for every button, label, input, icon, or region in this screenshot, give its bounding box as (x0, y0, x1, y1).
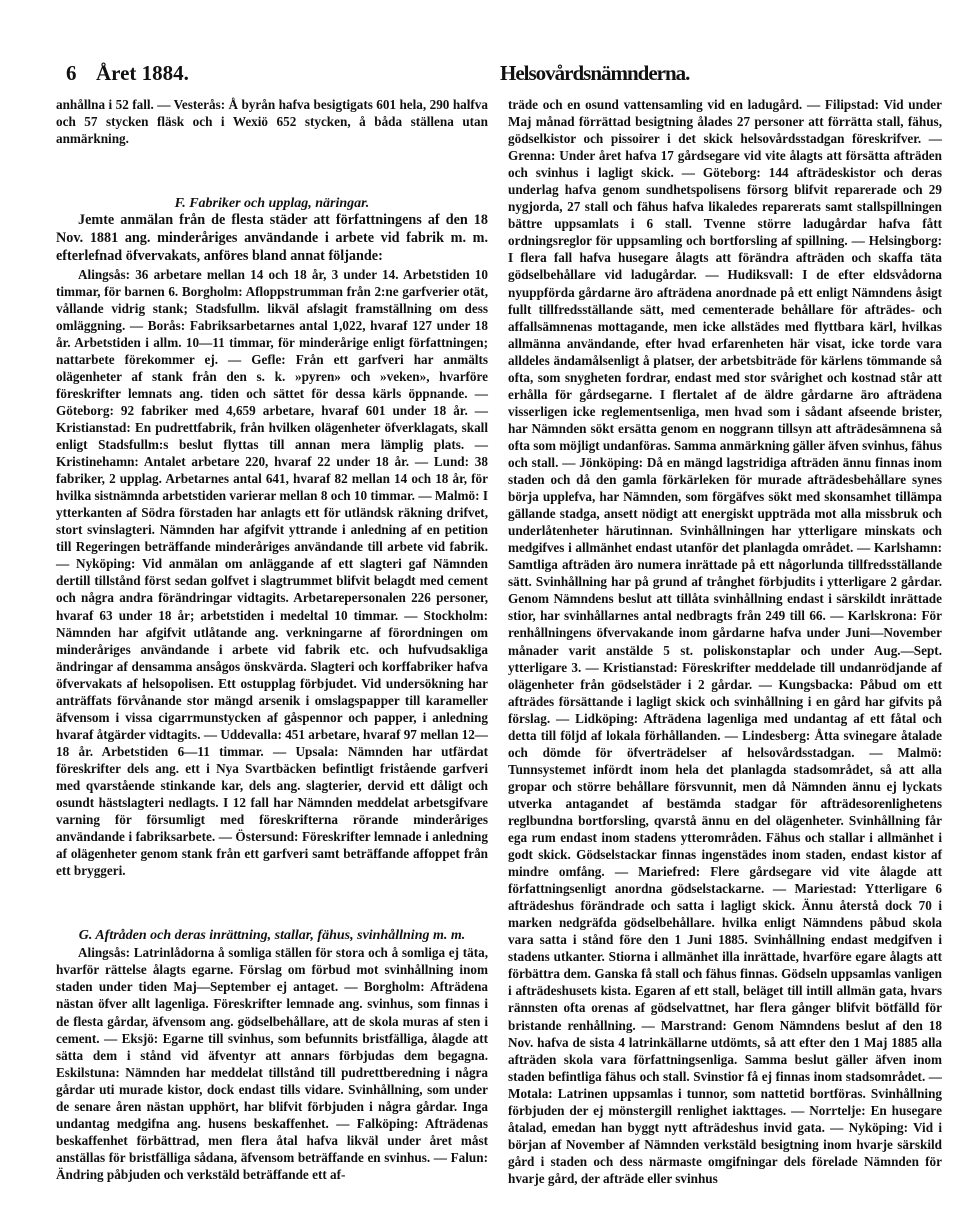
paragraph: Jemte anmälan från de flesta städer att författningens af den 18 Nov. 1881 ang. minderåriges användande i arbete vid fabrik m. m. efterlefnad öfvervakats, anföres bland annat följande: (56, 212, 488, 264)
section-heading-g: G. Aftråden och deras inrättning, stallar, fähus, svinhållning m. m. (78, 928, 466, 944)
page-header (66, 58, 950, 88)
left-column (56, 96, 488, 1183)
paragraph: Alingsås: 36 arbetare mellan 14 och 18 år, 3 under 14. Arbetstiden 10 timmar, för barnen 6. Borgholm: Afloppstrumman från 2:ne garfverier otät, vållande vidrig stank; Stadsfullm. likväl afslagit framställning om dess omläggning. — Borås: Fabriksarbetarnes antal 1,022, hvaraf 127 under 18 år. Arbetstiden i allm. 10—11 timmar, för minderårige enligt författningen; nattarbete förekommer ej. — Gefle: Från ett garfveri har anmälts olägenheter af stank från den s. k. »pyren» och »veken», hvarföre föreskrifter lemnats ang. tiden och sättet för dessa kärls öppnande. — Göteborg: 92 fabriker med 4,659 arbetare, hvaraf 601 under 18 år. — Kristianstad: En pudrettfabrik, från hvilken olägenheter öfverklagats, skall enligt Stadsfullm:s beslut flyttas till annan mera lämplig plats. — Kristinehamn: Antalet arbetare 220, hvaraf 22 under 18 år. — Lund: 38 fabriker, 2 upplag. Arbetarnes antal 641, hvaraf 82 mellan 14 och 18 år, för hvilka sistnämnda arbetstiden varierar mellan 8 och 10 timmar. — Malmö: I ytterkanten af Södra förstaden har anlagts ett för utländsk räkning drifvet, stort svinslagteri. Nämnden har afgifvit yttrande i anledning af en petition till Regeringen beträffande minderåriges användande till arbete vid fabrik. — Nyköping: Vid anmälan om anläggande af ett slagteri gaf Nämnden dertill tillstånd först sedan golfvet i slagtrummet blifvit belagdt med cement och några andra förändringar vidtagits. Arbetarepersonalen 226 personer, hvaraf 63 under 18 år; arbetstiden i medeltal 10 timmar. — Stockholm: Nämnden har afgifvit utlåtande ang. verkningarne af förordningen om minderåriges användande i arbete vid fabrik etc. och hufvudsakliga ändringar af densamma ansågos önskvärda. Slagteri och korffabriker hafva öfvervakats af helsopolisen. Ett ostupplag förbjudet. Vid undersökning har anträffats förvånande stor mängd arsenik i omslagspapper till karameller äfvensom i vissa cigarrmunstycken af gåspennor och papper, i anledning hvaraf åtgärder vidtagits. — Uddevalla: 451 arbetare, hvaraf 97 mellan 12—18 år. Arbetstiden 6—11 timmar. — Upsala: Nämnden har utfärdat föreskrifter dels ang. ett i Nya Svartbäcken befintligt fristående garfveri med qvarstående stinkande kar, dels ang. slagterier, dervid ett dåligt och osundt hästslagteri nedlagts. I 12 fall har Nämnden meddelat arbetsgifvare varning för försumligt med föreskrifterna rörande minderåriges användande i fabriksarbete. — Östersund: Föreskrifter lemnade i anledning af olägenheter genom stank från ett garfveri samt beträffande affoppet från ett bryggeri. (56, 266, 488, 879)
paragraph: träde och en osund vattensamling vid en ladugård. — Filipstad: Vid under Maj månad förrättad besigtning ålades 27 personer att förrätta stall, fähus, gödselkistor och pissoirer i det skick helsovårdsstadgan föreskrifver. — Grenna: Under året hafva 17 gårdsegare vid vite ålagts att försätta afträden och svinhus i lagligt skick. — Göteborg: 144 afträdeskistor och deras underlag hafva genom sundhetspolisens försorg blifvit reparerade och 29 nygjorda, 27 stall och fähus hafva likaledes reparerats samt stallspillningen bättre uppsamlats i 6 stall. Tvenne större ladugårdar hafva fått ordningsreglor för uppsamling och bortforsling af spillning. — Helsingborg: I flera fall hafva husegare ålagts att förändra afträden och skaffa täta gödselbehållare vid ladugårdar. — Hudiksvall: I de efter eldsvådorna nyuppförda gårdarne äro afträdena anordnade på ett enligt Nämndens åsigt fullt tillfredsställande sätt, med cementerade behållare för afträdes- och affallsämnenas mottagande, men icke allstädes med flyttbara kärl, hvilkas allmänna användande, efter hvad erfarenheten här visat, icke torde vara alldeles ändamålsenligt å platser, der arbetsbiträde för kärlens tömmande så ofta, som snygheten fordrar, endast med stor svårighet och kostnad står att erhålla för gårdsegarne. I flertalet af de äldre gårdarne äro afträdena visserligen icke reglementsenliga, men hvad som i sådant afseende brister, har Nämnden sökt ersätta genom en noggrann tillsyn att afträdesämnena så ofta som möjligt undanföras. Samma anmärkning gäller äfven svinhus, fähus och stall. — Jönköping: Då en mängd lagstridiga afträden ännu finnas inom staden och då den gamla förkärleken för murade afträdesbehållare synes börja upplefva, har Nämnden, som förgäfves sökt med skonsamhet tillämpa gällande stadga, ansett nödigt att energiskt uppträda mot alla missbruk och underlåtenheter härutinnan. Svinhållningen har ytterligare minskats och medgifves i allmänhet endast utanför det planlagda området. — Karlshamn: Samtliga afträden äro numera inrättade på ett någorlunda tillfredsställande sätt. Svinhållning har på grund af trånghet förbjudits i ytterligare 2 gårdar. Genom Nämndens beslut att tillåta svinhållning endast i särskildt inrättade stior, har svinhållarnes antal nedbragts från 249 till 66. — Karlskrona: För renhållningens öfvervakande inom gårdarne hafva under Juni—November månader varit anstälde 5 st. poliskonstaplar och under Aug.—Sept. ytterligare 3. — Kristianstad: Föreskrifter meddelade till undanrödjande af olägenheter från gödselstäder i 2 gårdar. — Kungsbacka: Påbud om ett afträdes försättande i lagligt skick och svinhållning i en gård har gifvits på förslag. — Lidköping: Afträdena lagenliga med undantag af ett fåtal och detta till följd af lokala förhållanden. — Lindesberg: Åtta svinegare åtalade och dömde för öfverträdelser af helsovårdsstadgan. — Malmö: Tunnsystemet infördt inom hela det planlagda stadsområdet, så att alla gropar och större behållare försvunnit, men då Nämnden ännu ej lyckats utverka antagandet af bestämda stadgar för afträdesorenlighetens reglbundna bortforsling, qvarstå ännu en del olägenheter. Svinhållning får ega rum endast inom stadens ytterområden. Fähus och stallar i allmänhet i godt skick. Gödselstackar finnas ingenstädes inom staden, endast kistor af mindre omfång. — Mariefred: Flere gårdsegare vid vite ålagde att författningsenligt anordna gödselstackarne. — Mariestad: Ytterligare 6 afträdeshus förändrade och satta i lagligt skick. Ännu återstå dock 70 i marken nedgräfda gödselbehållare. hvilka enligt Nämndens påbud skola vara satta i stånd före den 1 Juni 1885. Svinhållning endast medgifven i stadens utkanter. Stiorna i allmänhet illa inrättade, hvarföre egare ålagts att förbättra dem. Ganska få stall och fähus finnas. Gödseln uppsamlas vanligen i afträdeshusets kista. Egaren af ett stall, beläget till intill allmän gata, hvars rännsten ofta orenas af gödselvattnet, har flera gånger blifvit bötfälld för bristande renhållning. — Marstrand: Genom Nämndens beslut af den 18 Nov. hafva de sista 4 latrinkällarne utdömts, så att efter den 1 Maj 1885 alla afträden skola vara författningsenliga. Samma beslut gäller äfven inom staden befintliga fähus och stall. Svinstior få ej finnas inom stadsområdet. — Motala: Latrinen uppsamlas i tunnor, som nattetid bortföras. Svinhållning förbjuden der ej mönstergill renlighet iakttages. — Norrtelje: En husegare åtalad, emedan han byggt nytt afträdeshus invid gata. — Nyköping: Vid i början af November af Nämnden verkstäld besigtning inom hvarje särskild gård i staden och dess närmaste omgifningar dels förelade Nämnden för hvarje gård, der afträde eller svinhus (508, 97, 942, 1186)
spacer (56, 879, 488, 927)
running-title: Helsovårdsnämnderna. (500, 61, 690, 85)
paragraph: Alingsås: Latrinlådorna å somliga ställen för stora och å somliga ej täta, hvarför rättelse ålagts egarne. Förslag om förbud mot svinhållning inom staden under tiden Maj—September ej antaget. — Borgholm: Afträdena nästan öfver allt lagenliga. Föreskrifter lemnade ang. svinhus, som finnas i de flesta gårdar, äfvensom ang. gödselbehållare, att de skola muras af sten i cement. — Eksjö: Egarne till svinhus, som befunnits bristfälliga, ålagde att sätta dem i stånd vid äfventyr att annars förbjudas dem begagna. Eskilstuna: Nämnden har meddelat tillstånd till pudrettberedning i några gårdar uti murade kistor, dock endast tills vidare. Svinhållning, som under de senare åren nästan upphört, har blifvit förbjuden i några gårdar. Inga undantag medgifna ang. husens beskaffenhet. — Falköping: Afträdenas beskaffenhet förbättrad, men flera åtal hafva likväl under året måst anställas för bristfälliga sådana, äfvensom beträffande en svinhus. — Falun: Ändring påbjuden och verkstäld beträffande ett af- (56, 945, 488, 1182)
year-title: Året 1884. (96, 61, 189, 85)
page-number: 6 (66, 61, 77, 85)
section-heading-f: F. Fabriker och upplag, näringar. (174, 196, 370, 212)
right-column (508, 96, 942, 1187)
paragraph: anhållna i 52 fall. — Vesterås: Å byrån hafva besigtigats 601 hela, 290 halfva och 57 stycken fläsk och i Wexiö 652 stycken, å båda ställena utan anmärkning. (56, 97, 488, 147)
spacer (56, 147, 488, 195)
